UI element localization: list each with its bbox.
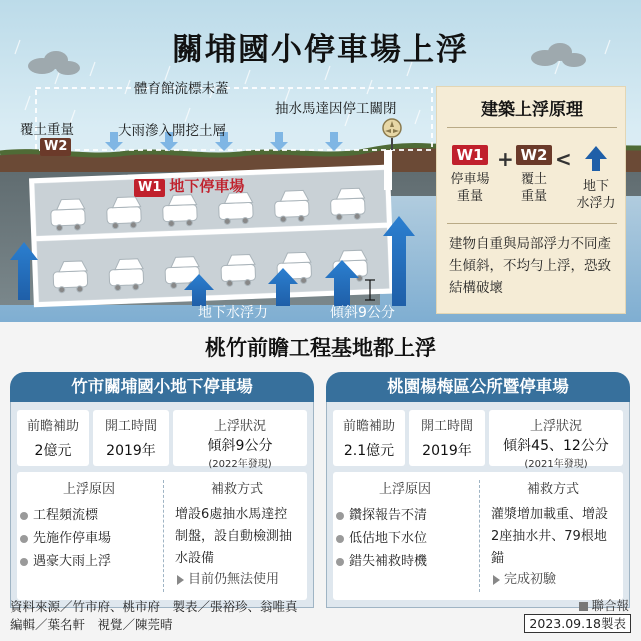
divider — [447, 127, 617, 128]
subsidy-cell: 前瞻補助 2億元 — [17, 410, 89, 466]
remedy-note: 目前仍無法使用 — [167, 570, 307, 590]
remedy-section: 補救方式 增設6處抽水馬達控制盤，設自動檢測抽水設備 目前仍無法使用 — [167, 472, 307, 590]
parking-label: W1 地下停車場 — [134, 175, 244, 197]
start-cell: 開工時間 2019年 — [93, 410, 169, 466]
square-icon — [579, 602, 588, 611]
play-icon — [493, 575, 500, 585]
card-header: 桃園楊梅區公所暨停車場 — [326, 372, 630, 402]
divider — [163, 480, 164, 592]
principle-description: 建物自重與局部浮力不同產生傾斜，不均勻上浮，恐致結構破壞 — [449, 236, 611, 296]
rain-seep-label: 大雨滲入開挖土層 — [118, 123, 226, 139]
page-title: 關埔國小停車場上浮 — [172, 32, 469, 68]
principle-panel — [436, 86, 626, 314]
less-than-sign: < — [555, 147, 572, 171]
list-item: 先施作停車場 — [17, 527, 161, 550]
section-subtitle: 桃竹前瞻工程基地都上浮 — [205, 336, 436, 360]
credits-line-1: 資料來源／竹市府、桃市府 製表／張裕珍、翁唯真 — [10, 599, 298, 614]
site-card-hsinchu — [10, 372, 314, 608]
list-item: 鑽探報告不清 — [333, 504, 477, 527]
publisher-logo: 聯合報 — [579, 596, 629, 614]
publish-date: 2023.09.18製表 — [524, 614, 631, 633]
list-item: 遇豪大雨上浮 — [17, 550, 161, 573]
site-card-taoyuan — [326, 372, 630, 608]
cause-section: 上浮原因 工程頻流標 先施作停車場 遇豪大雨上浮 — [17, 472, 161, 573]
retaining-wall — [384, 150, 392, 190]
status-cell: 上浮狀況 傾斜9公分 (2022年發現) — [173, 410, 307, 466]
divider — [447, 223, 617, 224]
cause-list — [333, 504, 477, 573]
list-item: 錯失補救時機 — [333, 550, 477, 573]
remedy-section: 補救方式 灌漿增加載重、增設2座抽水井、79根地錨 完成初驗 — [483, 472, 623, 590]
cover-weight-label: 覆土重量 — [20, 122, 74, 138]
principle-title: 建築上浮原理 — [481, 100, 583, 120]
plus-sign: + — [497, 147, 514, 171]
cause-list — [17, 504, 161, 573]
list-item: 低估地下水位 — [333, 527, 477, 550]
gym-label: 體育館流標未蓋 — [134, 81, 229, 97]
divider — [479, 480, 480, 592]
start-cell: 開工時間 2019年 — [409, 410, 485, 466]
cause-section: 上浮原因 鑽探報告不清 低估地下水位 錯失補救時機 — [333, 472, 477, 573]
remedy-note: 完成初驗 — [483, 570, 623, 590]
tilt-label: 傾斜9公分 — [330, 305, 395, 321]
card-header: 竹市關埔國小地下停車場 — [10, 372, 314, 402]
w2-tag: W2 — [40, 138, 71, 156]
principle-w1: W1 停車場 重量 — [450, 146, 490, 204]
up-arrow-icon — [584, 145, 608, 171]
subsidy-cell: 前瞻補助 2.1億元 — [333, 410, 405, 466]
play-icon — [177, 575, 184, 585]
principle-w2: W2 覆土 重量 — [511, 145, 557, 205]
comparison-area — [0, 322, 641, 641]
status-cell: 上浮狀況 傾斜45、12公分 (2021年發現) — [489, 410, 623, 466]
pump-label: 抽水馬達因停工關閉 — [275, 101, 397, 117]
buoyancy-label: 地下水浮力 — [198, 305, 268, 321]
principle-buoyancy: 地下 水浮力 — [569, 145, 623, 212]
list-item: 工程頻流標 — [17, 504, 161, 527]
credits-line-2: 編輯／葉名軒 視覺／陳莞晴 — [10, 617, 173, 632]
